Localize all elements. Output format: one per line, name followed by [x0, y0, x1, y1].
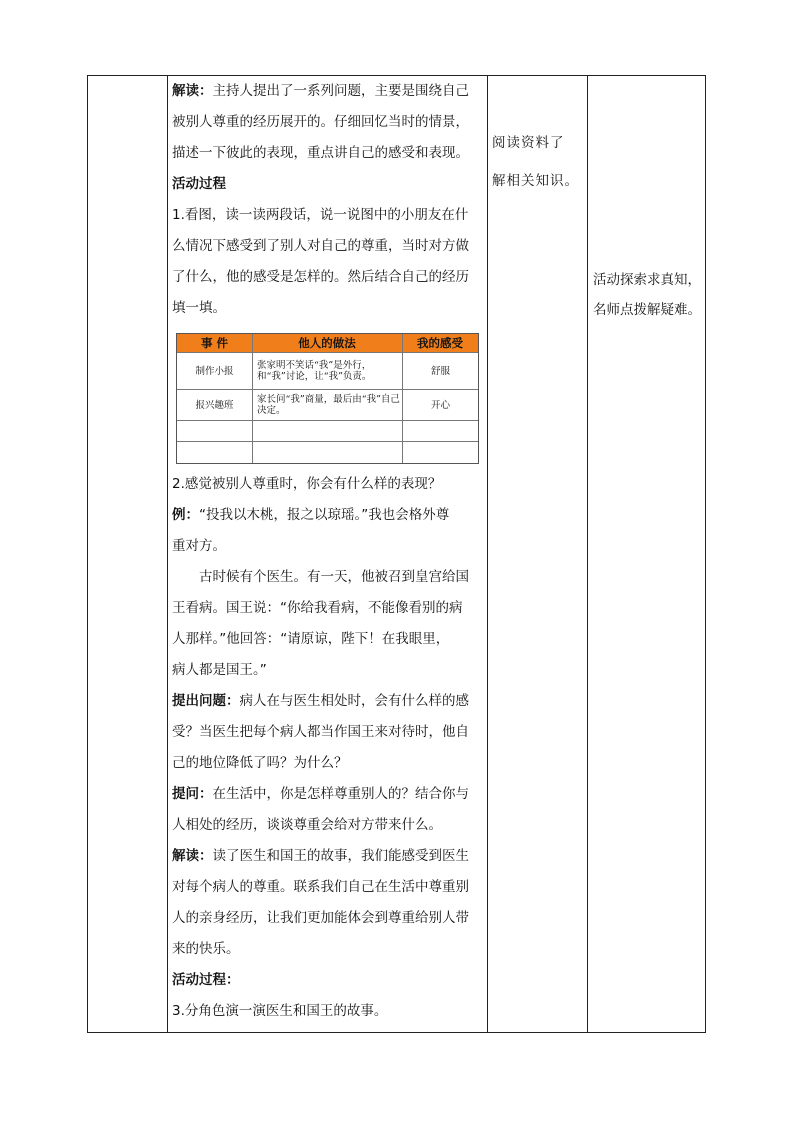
line-text: 对每个病人的尊重。联系我们自己在生活中尊重别 [172, 879, 469, 895]
bold-label: 活动过程 [172, 176, 226, 192]
text-line [172, 748, 484, 779]
column-divider [167, 75, 168, 1033]
table-cell-action: 家长问“我”商量，最后由“我”自己决定。 [257, 394, 400, 416]
line-text: 王看病。国王说：“你给我看病，不能像看别的病 [172, 600, 463, 616]
line-text: 病人在与医生相处时，会有什么样的感 [239, 693, 469, 709]
experience-table [176, 333, 479, 464]
text-line [172, 717, 484, 748]
table-divider [177, 441, 478, 442]
line-text: 己的地位降低了吗？为什么？ [172, 755, 348, 771]
text-line [172, 562, 484, 593]
text-block-body [172, 469, 484, 1027]
column-divider [487, 75, 488, 1033]
line-text: 了什么，他的感受是怎样的。然后结合自己的经历 [172, 269, 469, 285]
text-line [172, 169, 484, 200]
text-line [172, 531, 484, 562]
table-divider [177, 420, 478, 421]
text-line [172, 872, 484, 903]
text-line [172, 655, 484, 686]
table-header-event: 事 件 [200, 336, 228, 350]
line-text: 被别人尊重的经历展开的。仔细回忆当时的情景， [172, 114, 469, 130]
text-line [172, 200, 484, 231]
text-line [172, 469, 484, 500]
line-text: 2.感觉被别人尊重时，你会有什么样的表现？ [172, 476, 442, 492]
bold-label: 提问： [172, 786, 213, 802]
line-text: 读了医生和国王的故事，我们能感受到医生 [212, 848, 469, 864]
text-line [172, 810, 484, 841]
line-text: 主持人提出了一系列问题，主要是围绕自己 [212, 83, 469, 99]
text-line [172, 76, 484, 107]
table-cell-feeling: 舒服 [430, 365, 450, 377]
text-line [172, 934, 484, 965]
teaching-process-column [172, 76, 484, 1027]
student-activity-line: 阅读资料了 [492, 135, 565, 151]
line-text: 在生活中，你是怎样尊重别人的？结合你与 [212, 786, 469, 802]
text-line [172, 293, 484, 324]
line-text: “投我以木桃，报之以琼瑶。”我也会格外尊 [199, 507, 450, 523]
text-line [172, 500, 484, 531]
column-divider [587, 75, 588, 1033]
line-text: 描述一下彼此的表现，重点讲自己的感受和表现。 [172, 145, 469, 161]
table-header-others-action: 他人的做法 [298, 336, 356, 350]
text-line [172, 262, 484, 293]
text-line [172, 903, 484, 934]
table-cell-event: 制作小报 [195, 365, 234, 377]
text-line [172, 841, 484, 872]
table-header-my-feeling: 我的感受 [417, 336, 463, 350]
text-line [172, 996, 484, 1027]
text-line [172, 686, 484, 717]
bold-label: 解读： [172, 848, 213, 864]
line-text: 么情况下感受到了别人对自己的尊重，当时对方做 [172, 238, 469, 254]
line-text: 人相处的经历，谈谈尊重会给对方带来什么。 [172, 817, 442, 833]
line-text: 受？当医生把每个病人都当作国王来对待时，他自 [172, 724, 469, 740]
line-text: 病人都是国王。” [172, 662, 267, 678]
text-line [172, 624, 484, 655]
text-line [172, 138, 484, 169]
line-text: 古时候有个医生。有一天，他被召到皇宫给国 [199, 569, 469, 585]
bold-label: 提出问题： [172, 693, 240, 709]
bold-label: 活动过程： [172, 972, 240, 988]
design-intent-line: 活动探索求真知， [593, 272, 701, 288]
text-line [172, 965, 484, 996]
table-cell-action: 张家明不笑话“我”是外行，和“我”讨论，让“我”负责。 [257, 360, 372, 382]
text-line [172, 107, 484, 138]
line-text: 1.看图，读一读两段话，说一说图中的小朋友在什 [172, 207, 469, 223]
text-line [172, 779, 484, 810]
text-line [172, 593, 484, 624]
bold-label: 例： [172, 507, 199, 523]
student-activity-column [492, 124, 584, 200]
line-text: 重对方。 [172, 538, 226, 554]
table-cell-event: 报兴趣班 [195, 399, 234, 411]
line-text: 人那样。”他回答：“请原谅，陛下！在我眼里， [172, 631, 450, 647]
design-intent-line: 名师点拨解疑难。 [593, 302, 701, 318]
line-text: 人的亲身经历，让我们更加能体会到尊重给别人带 [172, 910, 469, 926]
line-text: 3.分角色演一演医生和国王的故事。 [172, 1003, 388, 1019]
table-cell-feeling: 开心 [430, 399, 450, 411]
text-block-intro [172, 76, 484, 324]
line-text: 来的快乐。 [172, 941, 240, 957]
design-intent-column [593, 265, 705, 325]
bold-label: 解读： [172, 83, 213, 99]
student-activity-line: 解相关知识。 [492, 173, 579, 189]
line-text: 填一填。 [172, 300, 226, 316]
text-line [172, 231, 484, 262]
